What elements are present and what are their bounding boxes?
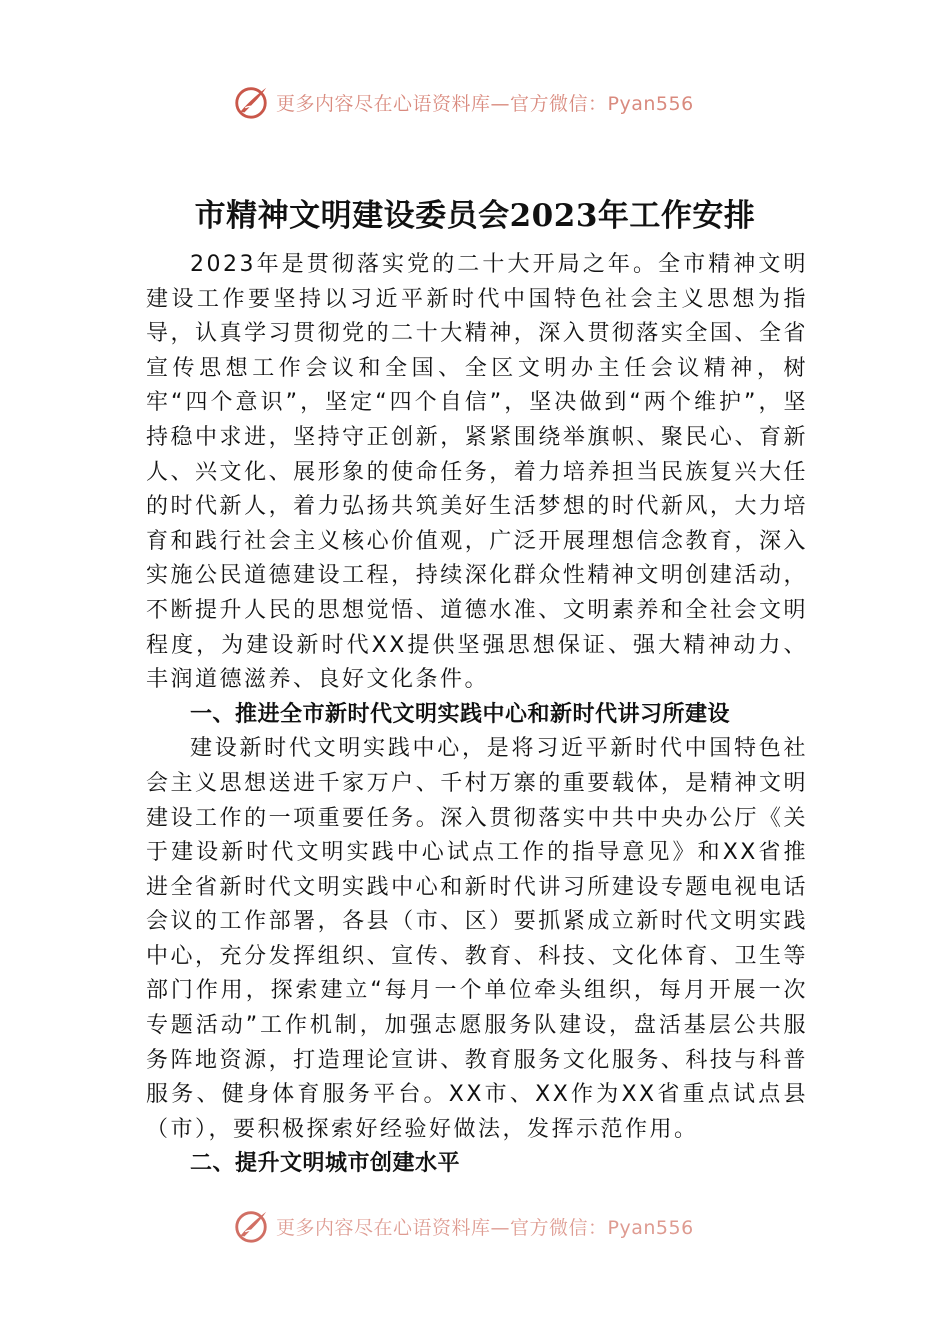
quill-seal-icon — [232, 1207, 270, 1245]
section-2-heading: 二、提升文明城市创建水平 — [190, 1151, 461, 1177]
watermark-text: 更多内容尽在心语资料库—官方微信：Pyan556 — [276, 1216, 694, 1239]
watermark-text: 更多内容尽在心语资料库—官方微信：Pyan556 — [276, 92, 694, 115]
document-title: 市精神文明建设委员会2023年工作安排 — [194, 198, 756, 234]
document-body — [146, 248, 808, 1213]
section-1-heading: 一、推进全市新时代文明实践中心和新时代讲习所建设 — [190, 701, 731, 727]
intro-paragraph: 2023年是贯彻落实党的二十大开局之年。全市精神文明建设工作要坚持以习近平新时代中国特色社会主义思想为指导，认真学习贯彻党的二十大精神，深入贯彻落实全国、全省宣传思想工作会议和全国、全区文明办主任会议精神，树牢“四个意识”，坚定“四个自信”，坚决做到“两个维护”，坚持稳中求进，坚持守正创新，紧紧围绕举旗帜、聚民心、育新人、兴文化、展形象的使命任务，着力培养担当民族复兴大任的时代新人，着力弘扬共筑美好生活梦想的时代新风，大力培育和践行社会主义核心价值观，广泛开展理想信念教育，深入实施公民道德建设工程，持续深化群众性精神文明创建活动，不断提升人民的思想觉悟、道德水准、文明素养和全社会文明程度，为建设新时代XX提供坚强思想保证、强大精神动力、丰润道德滋养、良好文化条件。 — [146, 252, 808, 693]
watermark-header — [232, 82, 752, 122]
quill-seal-icon — [232, 83, 270, 121]
section-1-paragraph: 建设新时代文明实践中心，是将习近平新时代中国特色社会主义思想送进千家万户、千村万寨的重要载体，是精神文明建设工作的一项重要任务。深入贯彻落实中共中央办公厅《关于建设新时代文明实践中心试点工作的指导意见》和XX省推进全省新时代文明实践中心和新时代讲习所建设专题电视电话会议的工作部署，各县（市、区）要抓紧成立新时代文明实践中心，充分发挥组织、宣传、教育、科技、文化体育、卫生等部门作用，探索建立“每月一个单位牵头组织，每月开展一次专题活动”工作机制，加强志愿服务队建设，盘活基层公共服务阵地资源，打造理论宣讲、教育服务文化服务、科技与科普服务、健身体育服务平台。XX市、XX作为XX省重点试点县（市），要积极探索好经验好做法，发挥示范作用。 — [146, 736, 808, 1142]
watermark-footer — [232, 1206, 752, 1246]
